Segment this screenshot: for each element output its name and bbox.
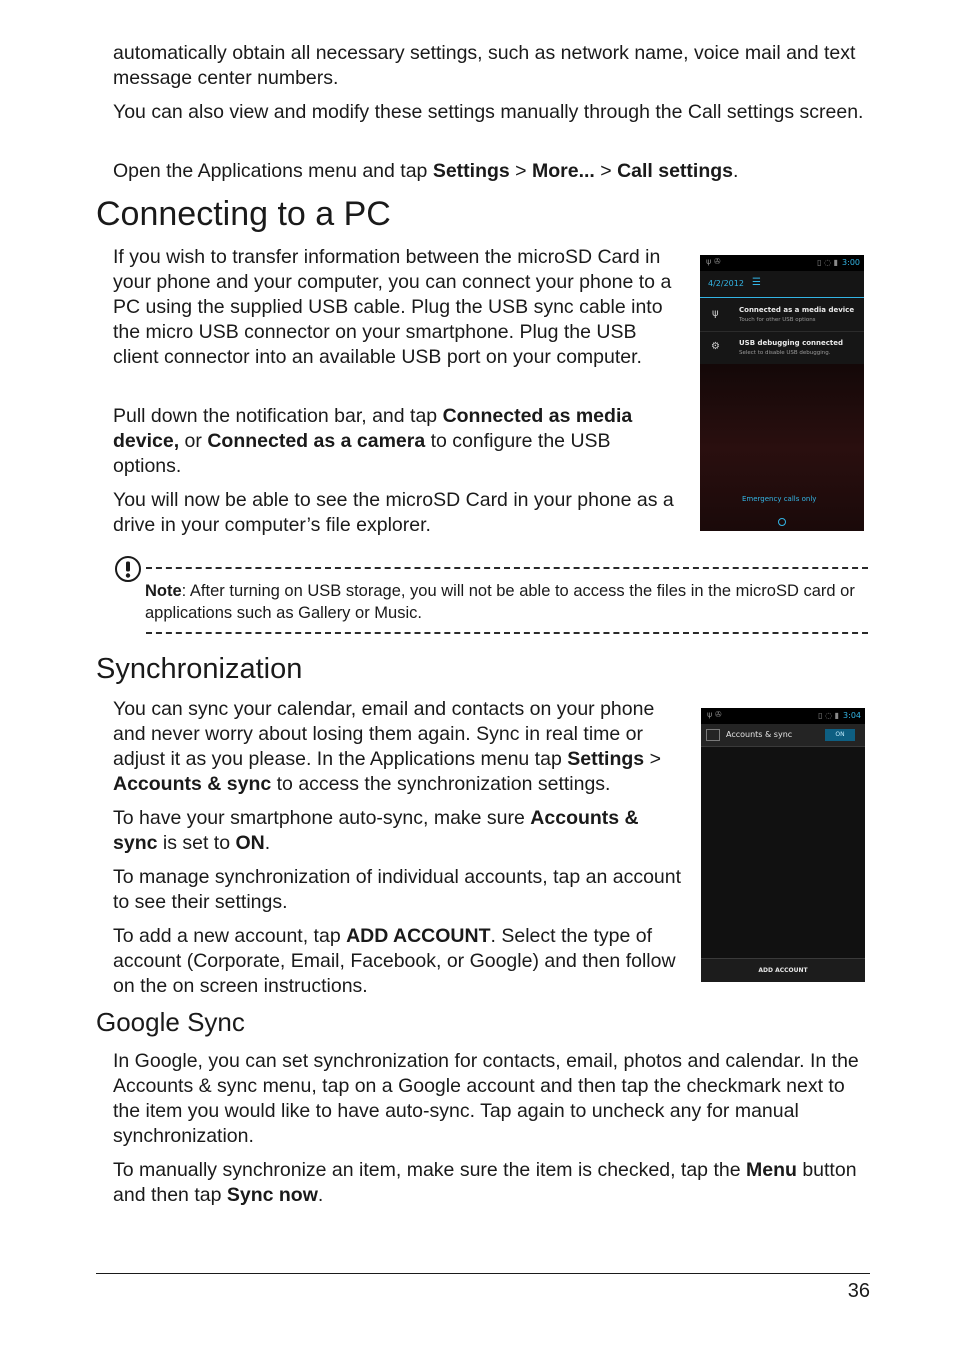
intro-paragraph-3: Open the Applications menu and tap Settings > More... > Call settings.: [113, 160, 739, 182]
usb-notification-icon: ψ: [712, 308, 719, 319]
usb-icon: ψ ✇: [707, 710, 722, 719]
action-bar: [701, 724, 865, 747]
important-icon: [114, 555, 144, 585]
sync-toggle[interactable]: ON: [825, 729, 855, 741]
date-row: [700, 271, 864, 298]
sync-paragraph-3: To manage synchronization of individual accounts, tap an account to see their settings.: [113, 866, 682, 913]
menu-path-call-settings: Call settings: [617, 160, 734, 182]
status-icons: ▯ ◌ ▮: [817, 258, 839, 267]
status-time: 3:04: [843, 711, 861, 720]
date-label: 4/2/2012: [708, 279, 744, 288]
sync-paragraph-4: To add a new account, tap ADD ACCOUNT. Select the type of account (Corporate, Email, Facebook, or Google) and then follow on the on screen instructions.: [113, 925, 676, 997]
status-time: 3:00: [842, 258, 860, 267]
menu-path-more: More...: [531, 160, 595, 182]
add-account-button[interactable]: ADD ACCOUNT: [701, 958, 865, 982]
page-number: 36: [847, 1280, 870, 1302]
note-bottom-divider: [146, 632, 868, 634]
usb-icon: ψ ✇: [706, 257, 721, 266]
status-bar: [700, 255, 864, 271]
quick-settings-icon[interactable]: ☰: [752, 277, 761, 288]
connecting-paragraph-1: If you wish to transfer information between the microSD Card in your phone and your computer, you can connect your phone to a PC using the supplied USB cable. Plug the USB sync cable into the micro USB connector on your smartphone. Plug the USB client connector into an available USB port on your computer.: [113, 246, 672, 368]
heading-google-sync: Google Sync: [96, 1007, 245, 1037]
sync-paragraph-1: You can sync your calendar, email and contacts on your phone and never worry about losing them again. Sync in real time or adjust it as you please. In the Applications menu tap Settings > Accounts & sync to access the synchronization settings.: [113, 698, 661, 795]
settings-app-icon: [706, 729, 720, 741]
heading-synchronization: Synchronization: [96, 653, 303, 685]
status-bar: [701, 708, 865, 724]
google-paragraph-2: To manually synchronize an item, make sure the item is checked, tap the Menu button and then tap Sync now.: [113, 1159, 857, 1206]
notification-media-device[interactable]: ψ Connected as a media device Touch for other USB options: [700, 299, 864, 332]
connecting-paragraph-2: Pull down the notification bar, and tap Connected as media device, or Connected as a camera to configure the USB options.: [113, 405, 633, 477]
menu-path-settings: Settings: [432, 160, 510, 182]
unlock-ring-icon[interactable]: [778, 518, 786, 526]
intro-paragraph-2: You can also view and modify these settings manually through the Call settings screen.: [113, 101, 864, 123]
note-text: Note: After turning on USB storage, you will not be able to access the files in the microSD card or applications such as Gallery or Music.: [145, 582, 855, 622]
status-icons: ▯ ◌ ▮: [818, 711, 840, 720]
intro-paragraph-1: automatically obtain all necessary settings, such as network name, voice mail and text message center numbers.: [113, 42, 856, 89]
note-top-divider: [146, 567, 868, 569]
emergency-calls-label: Emergency calls only: [742, 495, 817, 503]
android-debug-icon: ⚙: [711, 341, 720, 352]
heading-connecting-to-pc: Connecting to a PC: [96, 195, 391, 233]
footer-rule: [96, 1273, 870, 1274]
notification-usb-debugging[interactable]: ⚙ USB debugging connected Select to disable USB debugging.: [700, 332, 864, 364]
connecting-paragraph-3: You will now be able to see the microSD Card in your phone as a drive in your computer’s file explorer.: [113, 489, 674, 536]
screenshot-notification-shade: [700, 255, 864, 531]
accounts-sync-title: Accounts & sync: [726, 730, 793, 739]
google-paragraph-1: In Google, you can set synchronization for contacts, email, photos and calendar. In the Accounts & sync menu, tap on a Google account and then tap the checkmark next to the item you would like to have auto-sync. Tap again to uncheck any for manual synchronization.: [113, 1050, 859, 1147]
screenshot-accounts-sync: [701, 708, 865, 982]
sync-paragraph-2: To have your smartphone auto-sync, make sure Accounts & sync is set to ON.: [113, 807, 639, 854]
